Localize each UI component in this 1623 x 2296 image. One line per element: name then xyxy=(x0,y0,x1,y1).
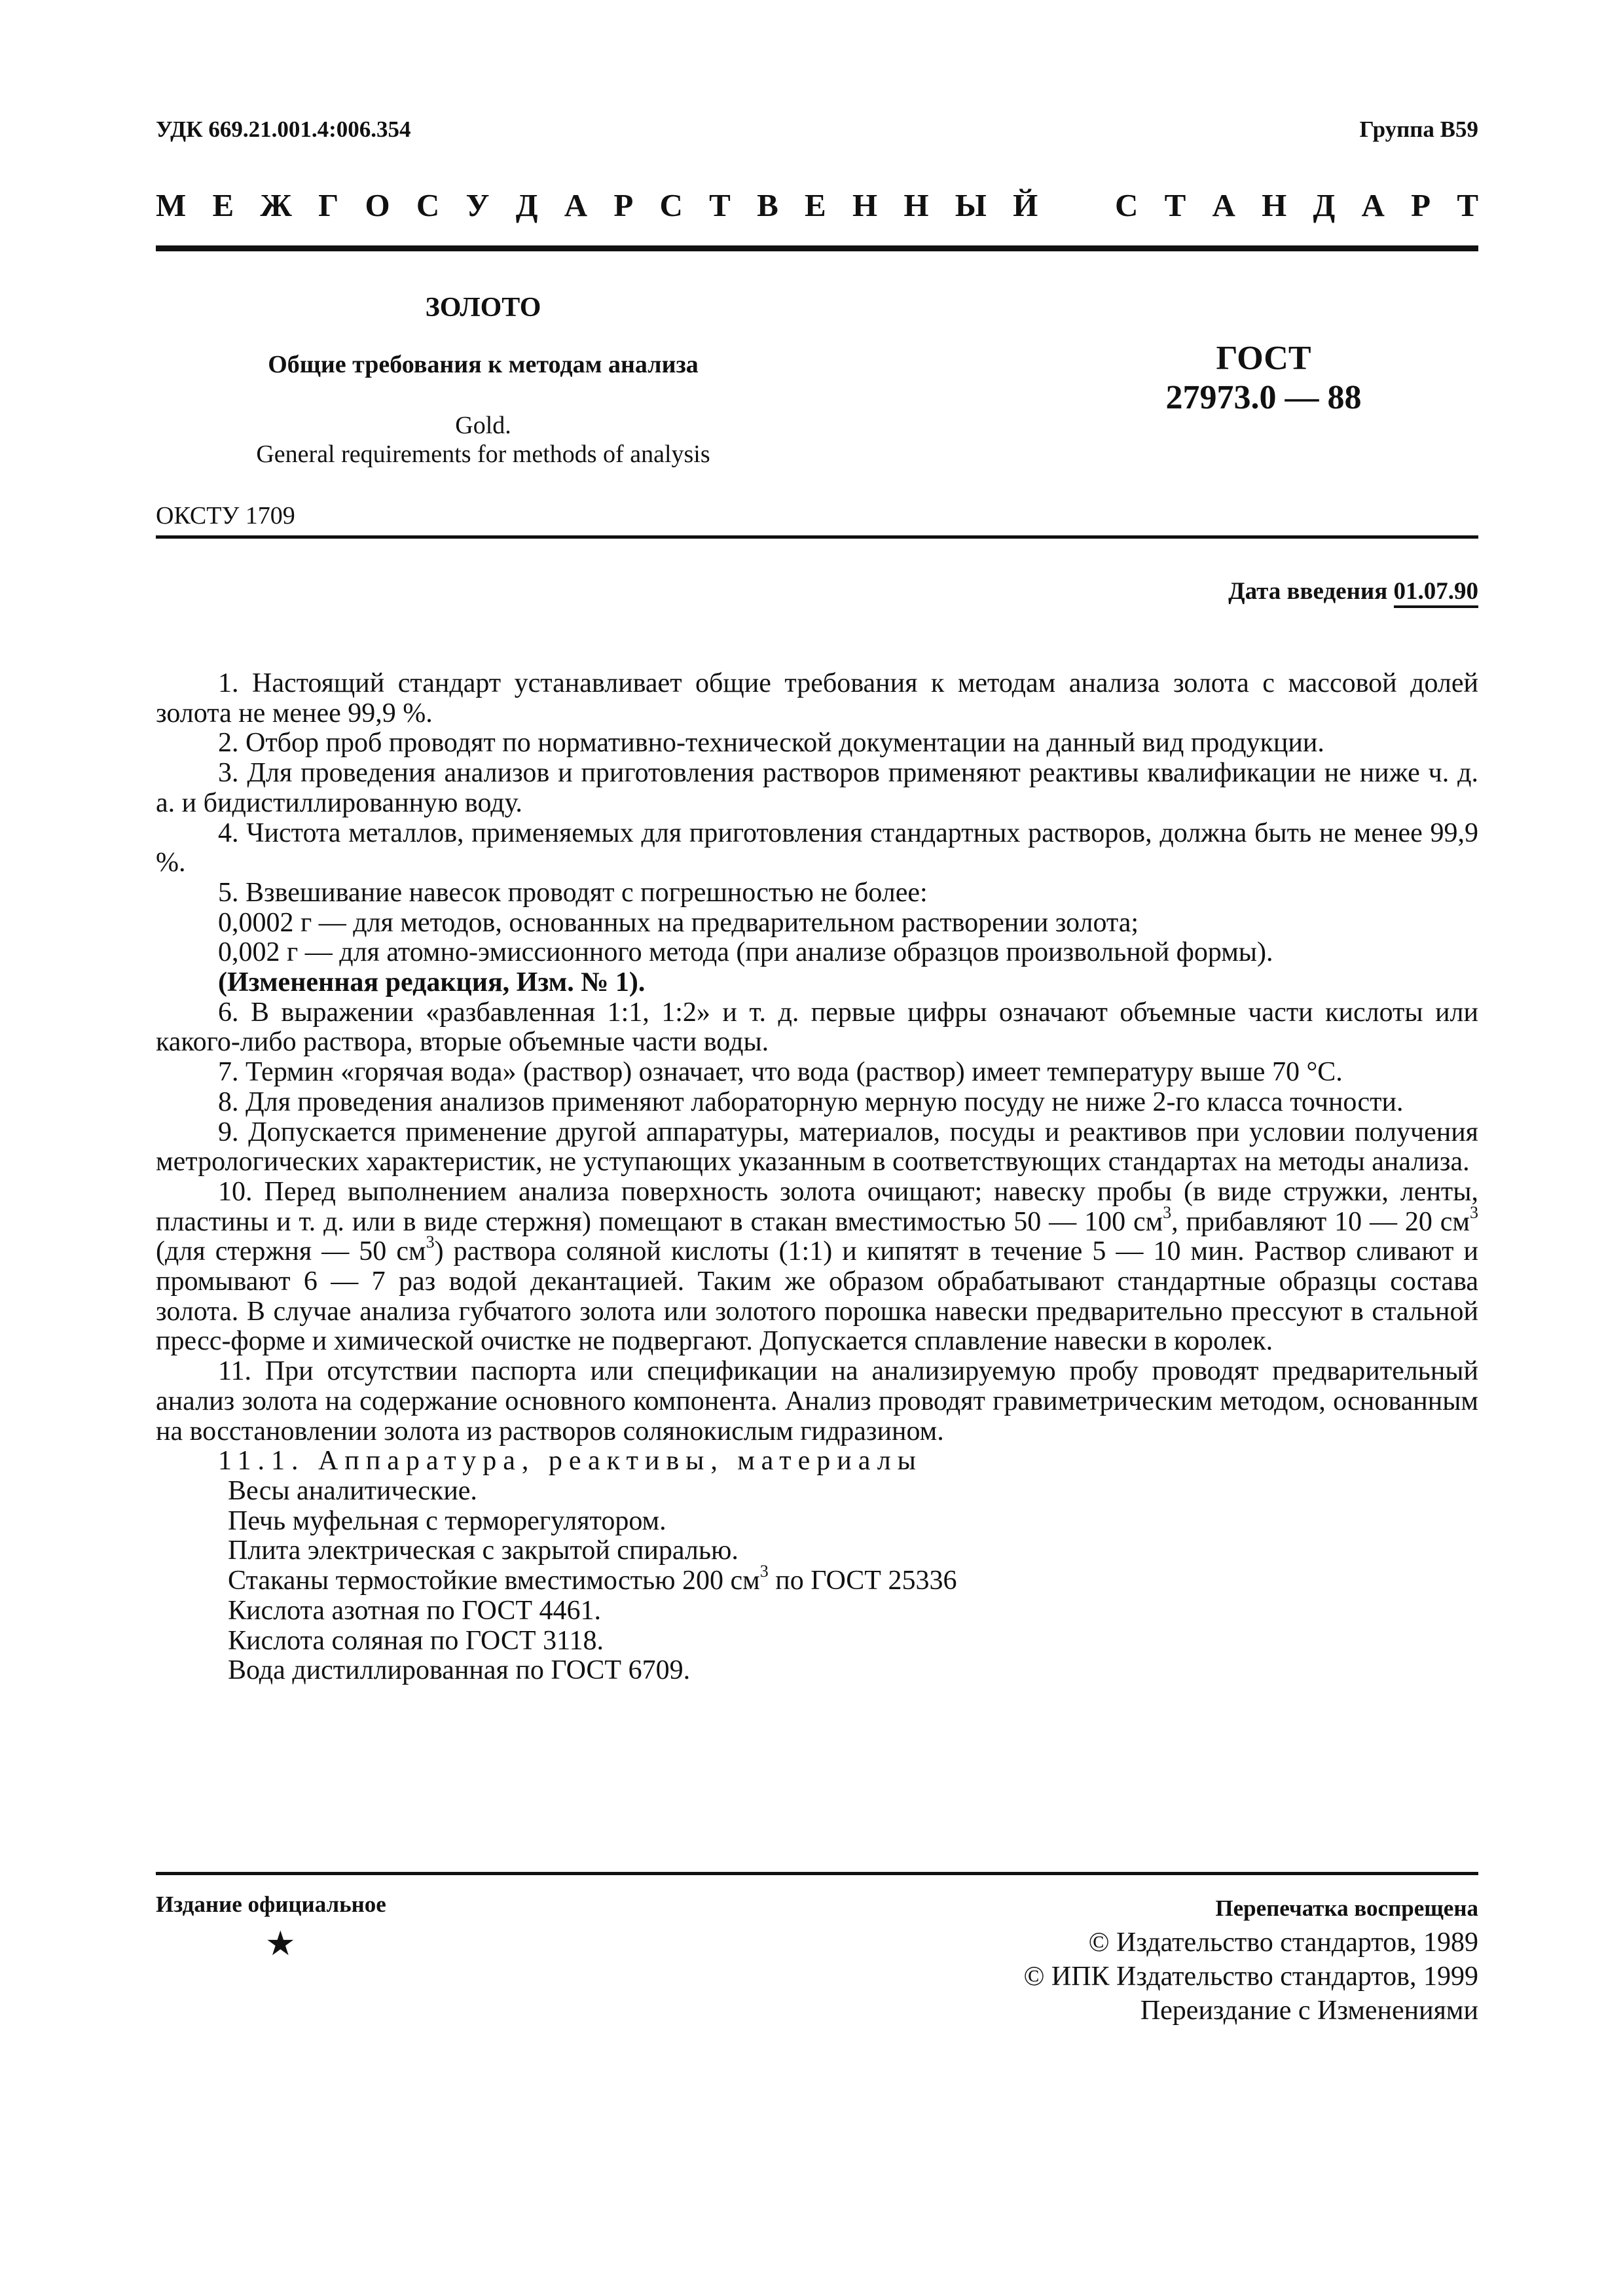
superscript-3: 3 xyxy=(1163,1202,1172,1222)
copyright-1989: © Издательство стандартов, 1989 xyxy=(1088,1928,1478,1958)
paragraph-3: 3. Для проведения анализов и приготовления растворов применяют реактивы квалификации не ниже ч. д. а. и бидистиллированную воду. xyxy=(156,758,1478,818)
list-item: Кислота соляная по ГОСТ 3118. xyxy=(228,1625,604,1656)
paragraph-11: 11. При отсутствии паспорта или спецификации на анализируемую пробу проводят предварительный анализ золота на содержание основного компонента. Анализ проводят гравиметрическим методом, основанным на восстановлении золота из растворов солянокислым гидразином. xyxy=(156,1356,1478,1446)
list-item: Вода дистиллированная по ГОСТ 6709. xyxy=(228,1655,691,1686)
banner-interstate: М Е Ж Г О С У Д А Р С Т В Е Н Н Ы Й xyxy=(156,187,1038,223)
paragraph-2: 2. Отбор проб проводят по нормативно-технической документации на данный вид продукции. xyxy=(218,728,1324,759)
paragraph-4: 4. Чистота металлов, применяемых для приготовления стандартных растворов, должна быть не менее 99,9 %. xyxy=(156,817,1478,878)
superscript-3: 3 xyxy=(759,1562,769,1581)
list-item: Плита электрическая с закрытой спиралью. xyxy=(228,1535,739,1566)
title-rule xyxy=(156,535,1478,539)
udc-code: УДК 669.21.001.4:006.354 xyxy=(156,117,411,142)
paragraph-5: 5. Взвешивание навесок проводят с погрешностью не более: xyxy=(218,877,928,908)
paragraph-9: 9. Допускается применение другой аппаратуры, материалов, посуды и реактивов при условии получения метрологических характеристик, не уступающих указанным в соответствующих стандартах на методы анализа. xyxy=(156,1117,1478,1177)
paragraph-10-part2: , прибавляют 10 — 20 см xyxy=(1171,1206,1470,1237)
copyright-1999: © ИПК Издательство стандартов, 1999 xyxy=(1023,1962,1478,1992)
top-rule xyxy=(156,245,1478,251)
banner-standard: С Т А Н Д А Р Т xyxy=(1114,187,1478,223)
paragraph-8: 8. Для проведения анализов применяют лабораторную мерную посуду не ниже 2-го класса точности. xyxy=(218,1086,1404,1117)
introduction-date-label: Дата введения xyxy=(1228,578,1388,605)
standard-banner xyxy=(156,187,1478,224)
list-item-suffix: по ГОСТ 25336 xyxy=(768,1566,957,1596)
gost-label: ГОСТ xyxy=(1216,340,1311,377)
english-title-line2: General requirements for methods of analysis xyxy=(256,440,710,468)
star-icon: ★ xyxy=(265,1926,296,1963)
section-11-1-heading: 11.1. Аппаратура, реактивы, материалы xyxy=(218,1446,922,1477)
paragraph-10 xyxy=(156,1177,1478,1357)
gost-number: 27973.0 — 88 xyxy=(1165,379,1362,416)
list-item xyxy=(156,1562,1478,1596)
paragraph-1: 1. Настоящий стандарт устанавливает общие требования к методам анализа золота с массовой долей золота не менее 99,9 %. xyxy=(156,668,1478,728)
gost-designation xyxy=(1074,339,1453,418)
reprint-notice: Перепечатка воспрещена xyxy=(1215,1895,1478,1921)
list-item: Печь муфельная с терморегулятором. xyxy=(228,1505,666,1536)
footer-rule xyxy=(156,1872,1478,1875)
reissue-note: Переиздание с Изменениями xyxy=(1140,1996,1478,2026)
group-code: Группа В59 xyxy=(1359,117,1478,142)
introduction-date-value: 01.07.90 xyxy=(1394,578,1479,608)
superscript-3: 3 xyxy=(1470,1202,1478,1222)
paragraph-7: 7. Термин «горячая вода» (раствор) означает, что вода (раствор) имеет температуру выше 70 °С. xyxy=(218,1057,1343,1088)
paragraph-10-part3: (для стержня — 50 см xyxy=(156,1236,426,1267)
official-edition: Издание официальное xyxy=(156,1892,386,1917)
amendment-note: (Измененная редакция, Изм. № 1). xyxy=(218,967,646,998)
superscript-3: 3 xyxy=(426,1232,435,1252)
footer-copyright-block xyxy=(1023,1892,1478,2028)
list-item-text: Стаканы термостойкие вместимостью 200 см xyxy=(228,1566,760,1596)
document-title: ЗОЛОТО xyxy=(425,293,541,323)
paragraph-5b: 0,002 г — для атомно-эмиссионного метода (при анализе образцов произвольной формы). xyxy=(218,937,1273,968)
document-subtitle: Общие требования к методам анализа xyxy=(268,351,699,378)
list-item: Весы аналитические. xyxy=(228,1475,477,1506)
document-body xyxy=(156,669,1478,1686)
paragraph-10-part4: ) раствора соляной кислоты (1:1) и кипятят в течение 5 — 10 мин. Раствор сливают и промывают 6 — 7 раз водой декантацией. Таким же образом обрабатывают стандартные образцы состава золота. В случае анализа губчатого золота или золотого порошка навески предварительно прессуют в стальной пресс-форме и химической очистке не подвергают. Допускается сплавление навески в королек. xyxy=(156,1236,1478,1357)
paragraph-10-part1: 10. Перед выполнением анализа поверхность золота очищают; навеску пробы (в виде стружки, ленты, пластины и т. д. или в виде стержня) помещают в стакан вместимостью 50 — 100 см xyxy=(156,1176,1478,1237)
okstu-code: ОКСТУ 1709 xyxy=(156,502,295,529)
paragraph-6: 6. В выражении «разбавленная 1:1, 1:2» и т. д. первые цифры означают объемные части кислоты или какого-либо раствора, вторые объемные части воды. xyxy=(156,997,1478,1058)
paragraph-5a: 0,0002 г — для методов, основанных на предварительном растворении золота; xyxy=(218,907,1139,938)
list-item: Кислота азотная по ГОСТ 4461. xyxy=(228,1595,601,1626)
introduction-date xyxy=(1228,577,1478,605)
english-title-line1: Gold. xyxy=(455,412,511,439)
